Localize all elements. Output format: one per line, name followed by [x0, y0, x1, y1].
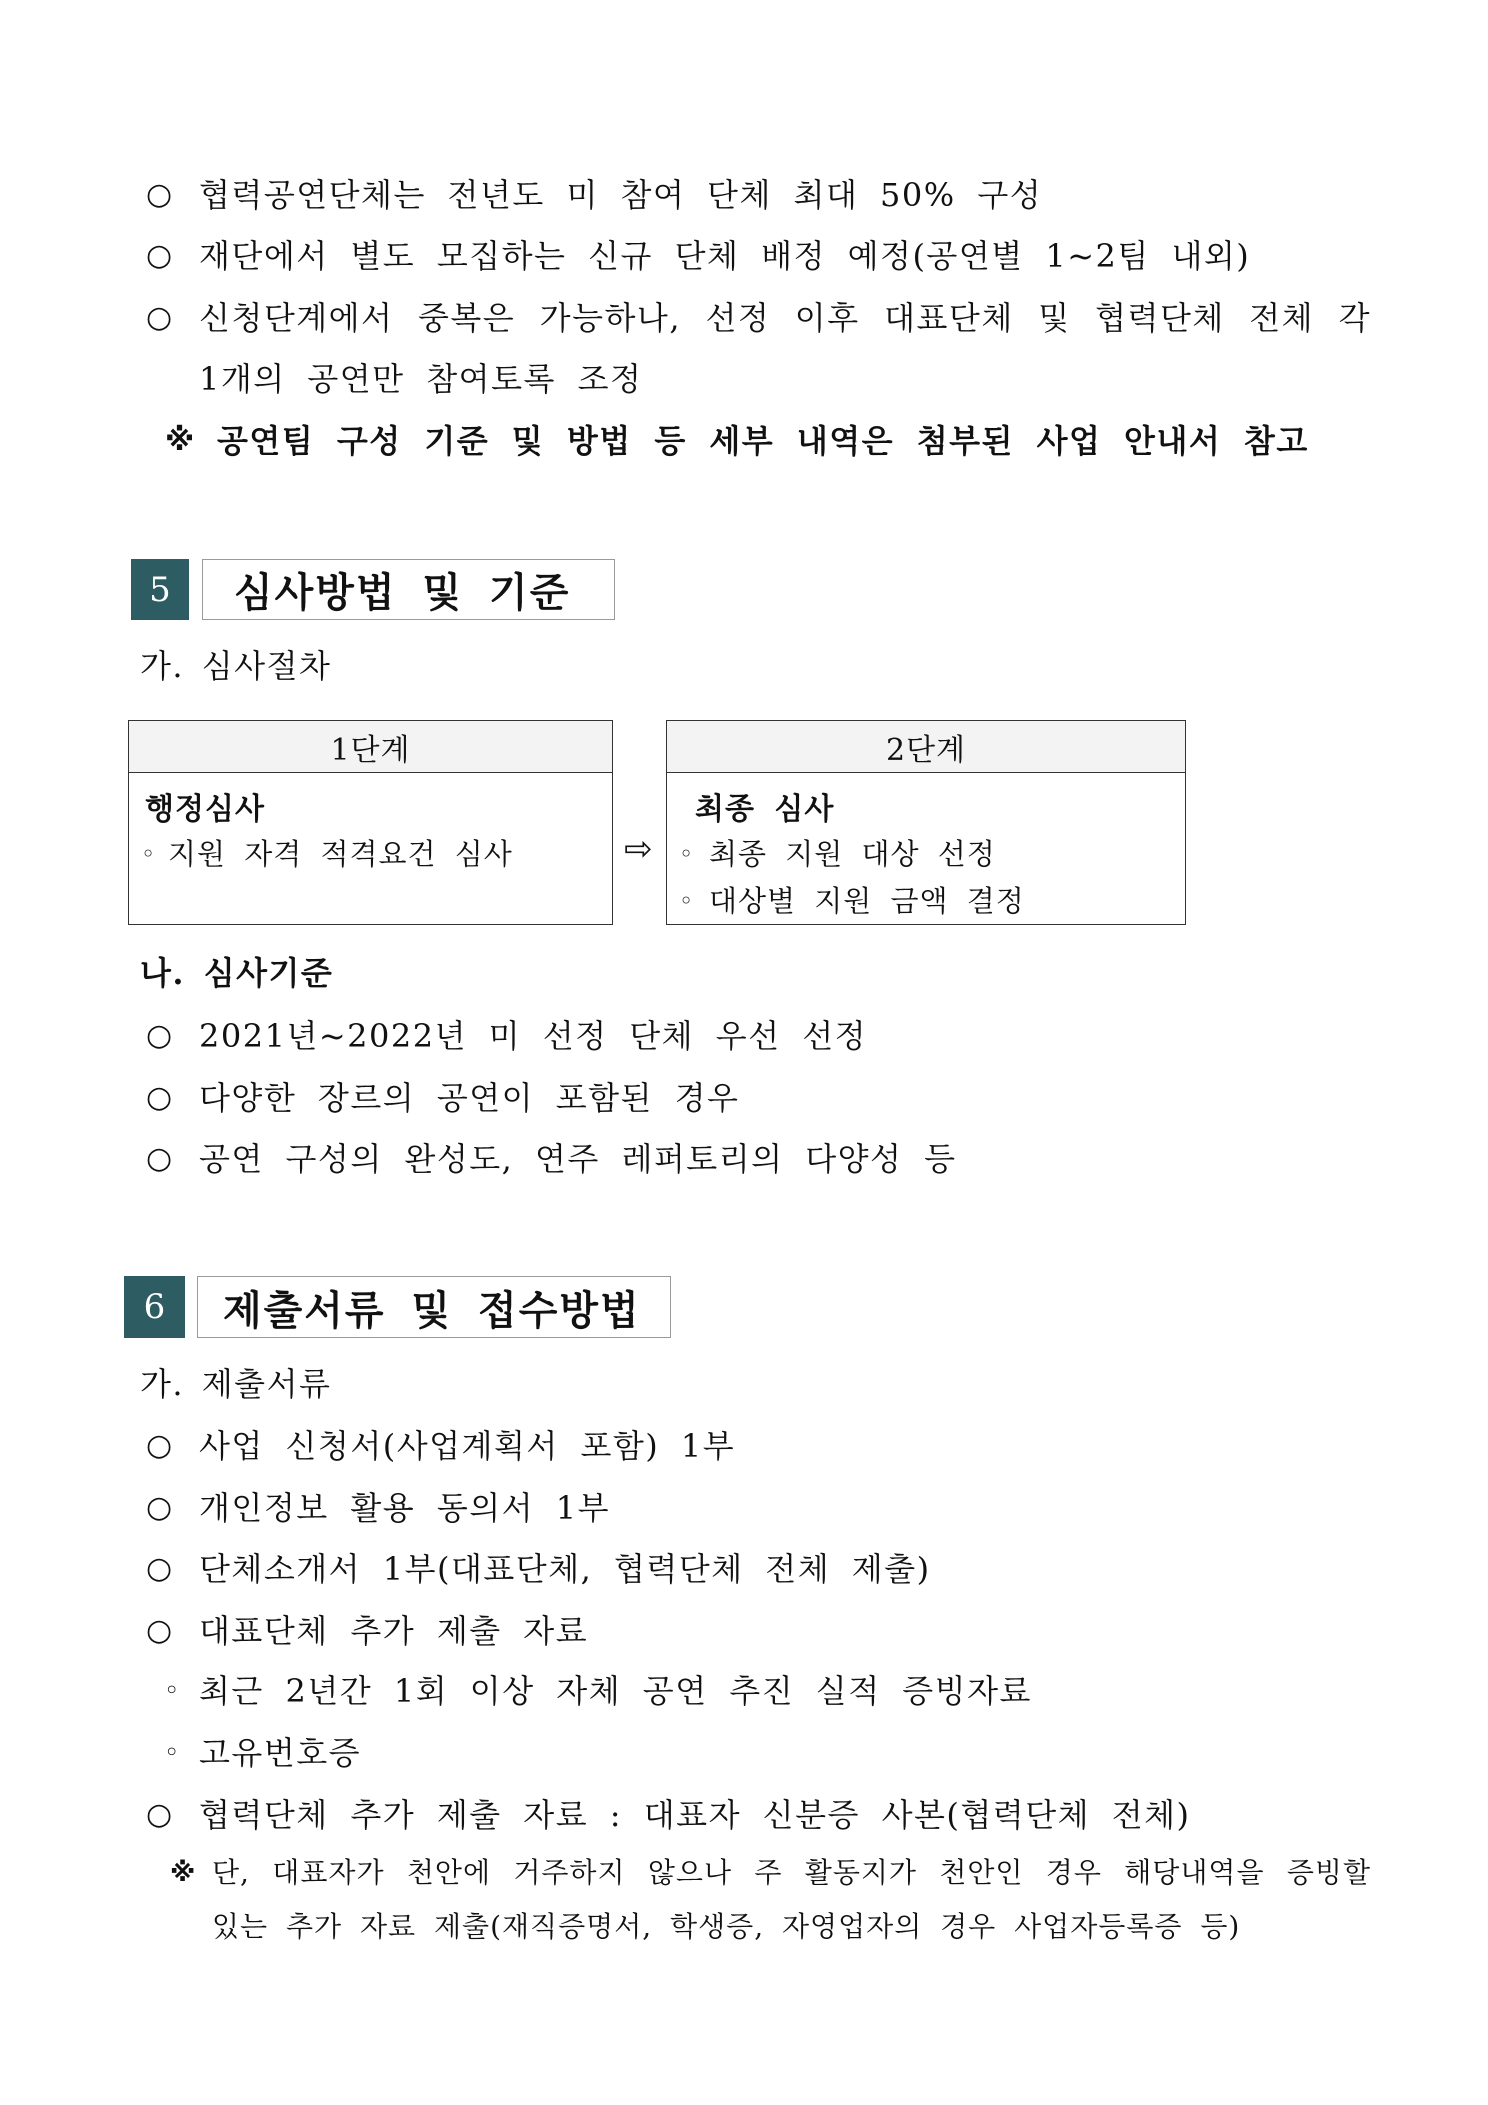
- bullet-text: 협력공연단체는 전년도 미 참여 단체 최대 50% 구성: [199, 176, 1043, 214]
- document-item: 단체소개서 1부(대표단체, 협력단체 전체 제출): [199, 1550, 931, 1588]
- bullet-marker: ○: [146, 1080, 173, 1115]
- reference-mark-icon: ※: [170, 1858, 196, 1888]
- bullet-marker: ○: [146, 1018, 173, 1053]
- bullet-text-line: 신청단계에서 중복은 가능하나, 선정 이후 대표단체 및 협력단체 전체 각: [199, 299, 1371, 337]
- note-text: 공연팀 구성 기준 및 방법 등 세부 내역은 첨부된 사업 안내서 참고: [217, 422, 1309, 460]
- reference-mark-icon: ※: [165, 423, 195, 458]
- stage-item: 지원 자격 적격요건 심사: [168, 837, 513, 871]
- bullet-marker: ○: [146, 238, 173, 273]
- arrow-right-icon: ⇨: [624, 829, 653, 869]
- document-sub-item: 고유번호증: [199, 1734, 362, 1772]
- criteria-item: 공연 구성의 완성도, 연주 레퍼토리의 다양성 등: [199, 1140, 957, 1178]
- bullet-text: 재단에서 별도 모집하는 신규 단체 배정 예정(공연별 1~2팀 내외): [199, 237, 1251, 275]
- note-text-line: 있는 추가 자료 제출(재직증명서, 학생증, 자영업자의 경우 사업자등록증 등): [212, 1910, 1241, 1943]
- bullet-marker: ○: [146, 1551, 173, 1586]
- stage-title: 행정심사: [145, 792, 265, 827]
- stage-title: 최종 심사: [695, 792, 835, 827]
- note-text-line: 단, 대표자가 천안에 거주하지 않으나 주 활동지가 천안인 경우 해당내역을 증빙할: [212, 1856, 1371, 1889]
- sub-item-marker: ◦: [164, 1676, 180, 1706]
- document-sub-item: 최근 2년간 1회 이상 자체 공연 추진 실적 증빙자료: [199, 1672, 1032, 1710]
- bullet-marker: ○: [146, 1613, 173, 1648]
- stage-item: 대상별 지원 금액 결정: [709, 884, 1025, 918]
- stage-label: 1단계: [129, 721, 612, 773]
- process-stage-box: [128, 720, 613, 925]
- bullet-marker: ○: [146, 300, 173, 335]
- subsection-heading: 가. 심사절차: [140, 647, 332, 685]
- subsection-heading: 가. 제출서류: [140, 1365, 332, 1403]
- document-item: 대표단체 추가 제출 자료: [199, 1612, 589, 1650]
- document-item: 협력단체 추가 제출 자료 : 대표자 신분증 사본(협력단체 전체): [199, 1796, 1191, 1834]
- section-title: 제출서류 및 접수방법: [197, 1276, 671, 1338]
- bullet-marker: ○: [146, 1490, 173, 1525]
- bullet-marker: ○: [146, 1797, 173, 1832]
- document-item: 개인정보 활용 동의서 1부: [199, 1489, 610, 1527]
- criteria-item: 2021년~2022년 미 선정 단체 우선 선정: [199, 1017, 868, 1055]
- stage-label: 2단계: [667, 721, 1185, 773]
- item-marker: ◦: [679, 840, 694, 868]
- item-marker: ◦: [141, 840, 156, 868]
- bullet-marker: ○: [146, 1141, 173, 1176]
- subsection-heading: 나. 심사기준: [140, 954, 334, 992]
- sub-item-marker: ◦: [164, 1738, 180, 1768]
- item-marker: ◦: [679, 887, 694, 915]
- section-title: 심사방법 및 기준: [202, 559, 615, 620]
- criteria-item: 다양한 장르의 공연이 포함된 경우: [199, 1079, 740, 1117]
- stage-item: 최종 지원 대상 선정: [709, 837, 996, 871]
- section-number-badge: 5: [131, 559, 189, 620]
- bullet-text-line: 1개의 공연만 참여토록 조정: [199, 360, 643, 398]
- process-stage-box: [666, 720, 1186, 925]
- section-number-badge: 6: [124, 1276, 185, 1338]
- bullet-marker: ○: [146, 177, 173, 212]
- bullet-marker: ○: [146, 1428, 173, 1463]
- document-item: 사업 신청서(사업계획서 포함) 1부: [199, 1427, 736, 1465]
